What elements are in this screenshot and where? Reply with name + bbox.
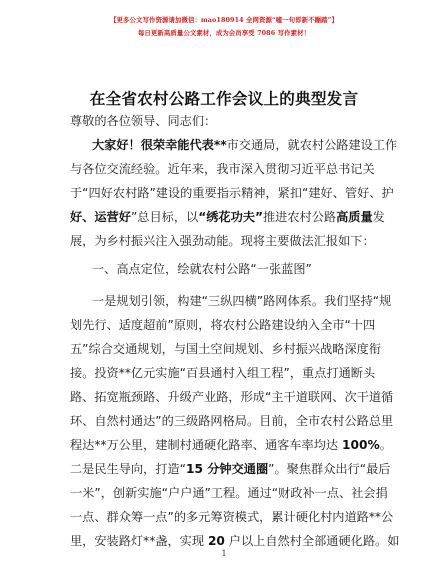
document-title: 在全省农村公路工作会议上的典型发言 xyxy=(89,90,359,108)
paragraph-2-line-1: 一是规划引领，构建“三纵四横”路网体系。我们坚持“规 xyxy=(92,294,392,308)
paragraph-text: ”总目标，以 xyxy=(130,210,199,224)
bold-phrase: “绣花功夫” xyxy=(198,210,263,224)
paragraph-text: 发 xyxy=(372,210,385,224)
paragraph-2-line-3: 五”综合交通规划，与国土空间规划、乡村振兴战略深度衔 xyxy=(70,342,382,356)
paragraph-2-line-4: 接。投资**亿元实施“百县通村入组工程”，重点打通断头 xyxy=(70,366,376,380)
paragraph-text: 市交通局，就农村公路建设工作 xyxy=(226,138,398,152)
paragraph-text: 户以上自然村全部通硬化路。如 xyxy=(224,534,400,548)
paragraph-text: 程达**万公里，建制村通硬化路率、通客车率均达 xyxy=(70,438,342,452)
paragraph-text: 推进农村公路 xyxy=(262,210,337,224)
bold-number: 100% xyxy=(342,438,380,452)
bold-phrase: 15 分钟交通圈 xyxy=(186,462,269,476)
paragraph-2-line-5: 路、拓宽瓶颈路、升级产业路，形成“主干道联网、次干道循 xyxy=(70,390,394,404)
paragraph-3-line-4 xyxy=(70,532,400,549)
paragraph-1-line-4 xyxy=(70,208,384,225)
paragraph-1-line-5: 展，为乡村振兴注入强劲动能。现将主要做法汇报如下： xyxy=(70,234,375,248)
paragraph-2-line-2: 划先行、适度超前”原则，将农村公路建设纳入全市“十四 xyxy=(70,318,376,332)
paragraph-3-line-3: 一点、群众筹一点”的多元筹资模式，累计硬化村内道路**公 xyxy=(70,510,394,524)
paragraph-text: ”。聚焦群众出行“最后 xyxy=(268,462,391,476)
header-line-1: 【更多公文写作资源请加微信：mao180914 全网资源“嘘一句即新不蹦踏”】 xyxy=(110,16,338,24)
paragraph-text: 里，安装路灯**盏，实现 xyxy=(70,534,208,548)
paragraph-text: 二是民生导向，打造“ xyxy=(70,462,187,476)
paragraph-3-line-1 xyxy=(70,460,391,477)
paragraph-2-line-7 xyxy=(70,436,392,453)
bold-phrase: 好、运营好 xyxy=(70,210,131,224)
header-line-2: 每日更新高质量公文素材，成为会员享受 7086 写作素材！ xyxy=(137,29,311,37)
salutation: 尊敬的各位领导、同志们： xyxy=(70,114,217,128)
section-heading-1: 一、高点定位，绘就农村公路“一张蓝图” xyxy=(92,262,312,276)
paragraph-2-line-6: 环、自然村通达”的三级路网格局。目前，全市农村公路总里 xyxy=(70,414,394,428)
greeting-bold: 大家好！很荣幸能代表** xyxy=(92,138,227,152)
paragraph-text: 。 xyxy=(379,438,392,452)
paragraph-1-line-1 xyxy=(92,136,398,153)
bold-phrase: 高质量 xyxy=(336,210,373,224)
paragraph-1-line-2: 与各位交流经验。近年来，我市深入贯彻习近平总书记关 xyxy=(70,162,375,176)
page-number: 1 xyxy=(221,549,227,558)
paragraph-3-line-2: 一米”，创新实施“户户通”工程。通过“财政补一点、社会捐 xyxy=(70,486,388,500)
header-banner xyxy=(0,14,448,40)
bold-number: 20 xyxy=(207,534,225,548)
paragraph-1-line-3: 于“四好农村路”建设的重要指示精神，紧扣“建好、管好、护 xyxy=(70,186,394,200)
